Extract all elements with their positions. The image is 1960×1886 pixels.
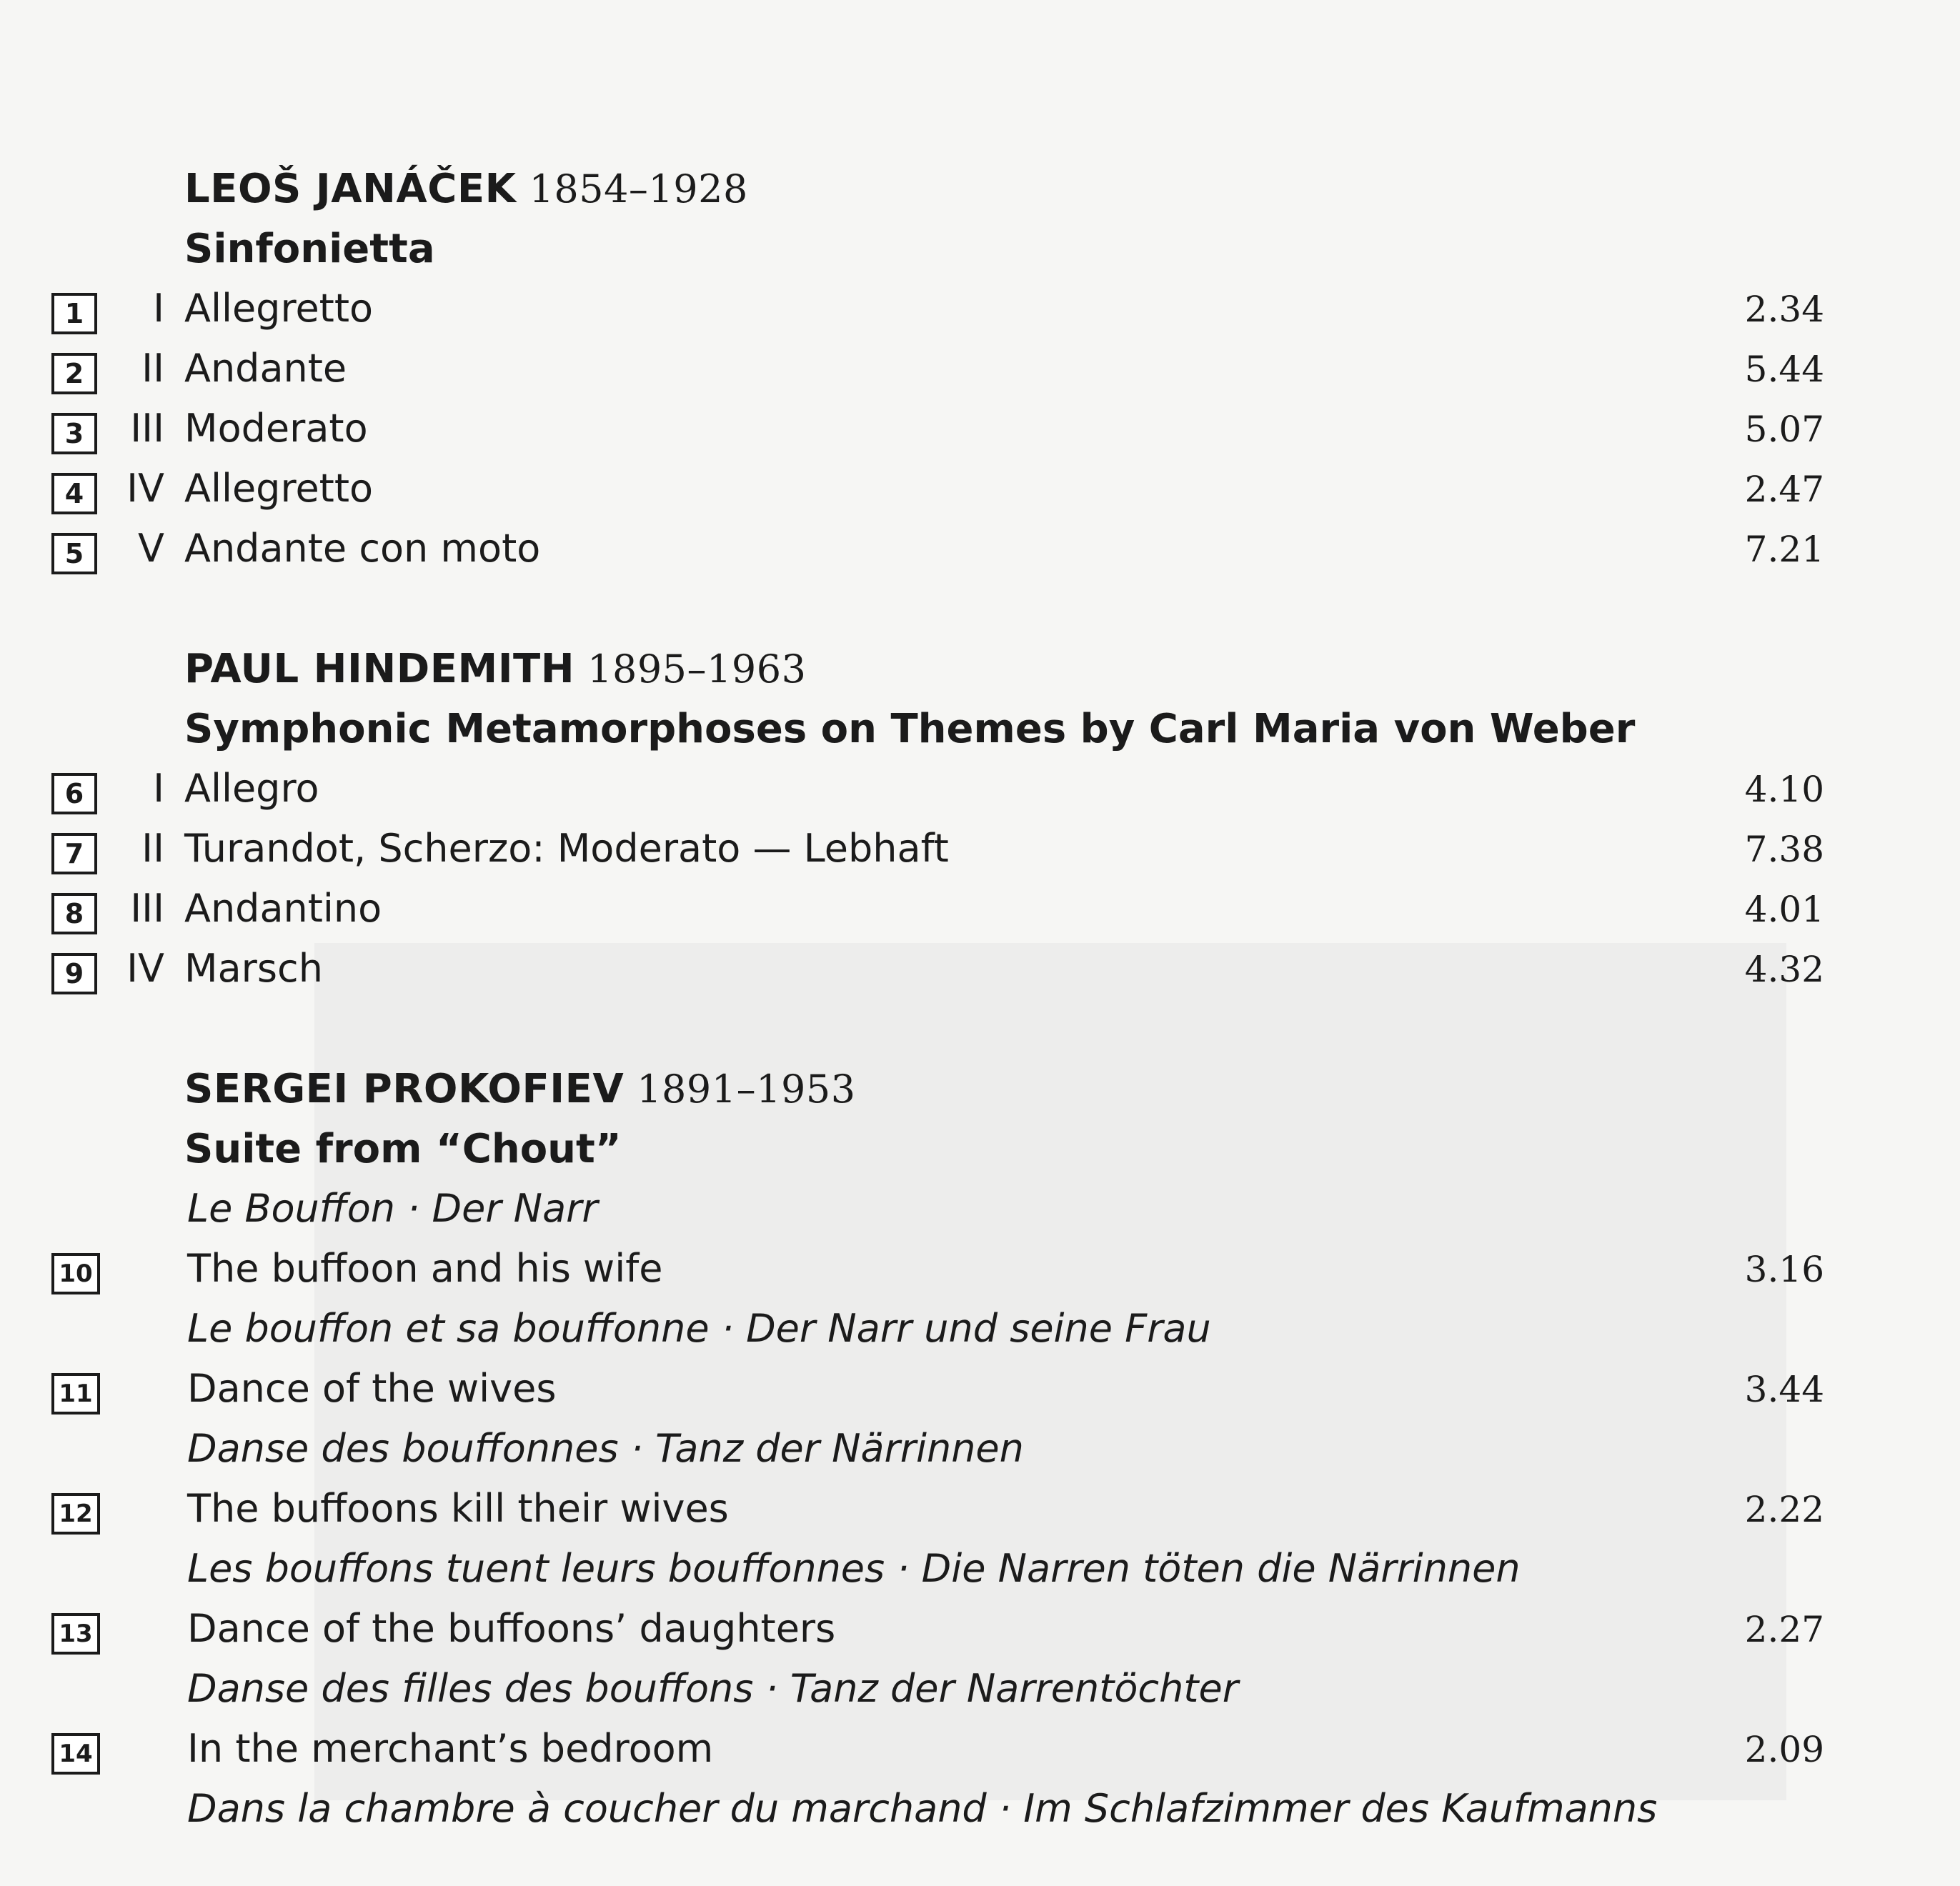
track-duration: 7.21 [1744,529,1824,570]
track-number: 12 [51,1493,100,1535]
track-number: 3 [51,413,97,454]
composer-dates: 1854–1928 [529,166,748,211]
track-duration: 4.01 [1744,889,1824,930]
track-title: Dance of the wives [187,1366,557,1411]
composer-name: SERGEI PROKOFIEV [184,1066,625,1112]
track-duration: 4.10 [1744,769,1824,810]
track-number: 13 [51,1613,100,1655]
track-duration: 7.38 [1744,829,1824,870]
track-row[interactable] [0,1726,1960,1786]
track-number: 6 [51,773,97,814]
track-title: Andantino [184,886,382,931]
track-row[interactable] [0,1366,1960,1426]
track-title: The buffoons kill their wives [187,1486,729,1531]
track-number: 11 [51,1373,100,1414]
track-title: In the merchant’s bedroom [187,1726,714,1771]
track-title: Andante [184,346,347,391]
track-title: The buffoon and his wife [187,1246,663,1291]
track-duration: 2.22 [1744,1489,1824,1530]
work-title: Symphonic Metamorphoses on Themes by Carl Maria von Weber [184,706,1636,752]
track-duration: 2.09 [1744,1729,1824,1770]
movement-numeral: II [141,826,164,871]
track-title: Allegretto [184,286,374,331]
composer-heading [184,166,748,212]
track-translation: Le bouffon et sa bouffonne · Der Narr und seine Frau [187,1306,1211,1351]
movement-numeral: I [153,766,164,811]
track-duration: 2.34 [1744,289,1824,330]
track-number: 4 [51,473,97,514]
composer-heading [184,1066,856,1112]
track-number: 5 [51,533,97,574]
movement-numeral: IV [126,946,164,991]
track-row[interactable] [0,406,1960,466]
track-duration: 5.07 [1744,409,1824,450]
track-title: Turandot, Scherzo: Moderato — Lebhaft [184,826,949,871]
track-translation: Danse des bouffonnes · Tanz der Närrinnen [187,1426,1024,1471]
track-number: 10 [51,1253,100,1294]
track-number: 9 [51,953,97,994]
track-translation: Danse des filles des bouffons · Tanz der Narrentöchter [187,1666,1238,1711]
track-duration: 4.32 [1744,949,1824,990]
composer-heading [184,646,806,692]
movement-numeral: I [153,286,164,331]
movement-numeral: III [130,886,164,931]
track-duration: 2.47 [1744,469,1824,510]
track-row[interactable] [0,466,1960,526]
movement-numeral: IV [126,466,164,511]
track-row[interactable] [0,1486,1960,1546]
track-title: Allegretto [184,466,374,511]
movement-numeral: II [141,346,164,391]
track-title: Marsch [184,946,323,991]
work-title: Suite from “Chout” [184,1126,622,1172]
work-subtitle: Le Bouffon · Der Narr [187,1186,598,1231]
track-translation: Dans la chambre à coucher du marchand · Im Schlafzimmer des Kaufmanns [187,1786,1658,1831]
track-number: 7 [51,833,97,874]
track-duration: 5.44 [1744,349,1824,390]
track-row[interactable] [0,946,1960,1006]
track-title: Moderato [184,406,368,451]
track-translation: Les bouffons tuent leurs bouffonnes · Die Narren töten die Närrinnen [187,1546,1521,1591]
track-number: 1 [51,293,97,334]
track-number: 8 [51,893,97,934]
track-title: Andante con moto [184,526,541,571]
track-number: 14 [51,1733,100,1775]
composer-name: PAUL HINDEMITH [184,646,575,692]
track-title: Allegro [184,766,319,811]
track-title: Dance of the buffoons’ daughters [187,1606,836,1651]
track-row[interactable] [0,526,1960,586]
track-number: 2 [51,353,97,394]
work-title: Sinfonietta [184,226,435,272]
track-row[interactable] [0,346,1960,406]
track-row[interactable] [0,1606,1960,1666]
track-row[interactable] [0,886,1960,946]
composer-name: LEOŠ JANÁČEK [184,166,517,212]
track-duration: 3.16 [1744,1249,1824,1290]
movement-numeral: III [130,406,164,451]
track-duration: 2.27 [1744,1609,1824,1650]
track-duration: 3.44 [1744,1369,1824,1410]
composer-dates: 1895–1963 [587,647,807,692]
track-row[interactable] [0,826,1960,886]
track-row[interactable] [0,1246,1960,1306]
movement-numeral: V [138,526,164,571]
composer-dates: 1891–1953 [637,1067,856,1112]
track-row[interactable] [0,286,1960,346]
track-row[interactable] [0,766,1960,826]
